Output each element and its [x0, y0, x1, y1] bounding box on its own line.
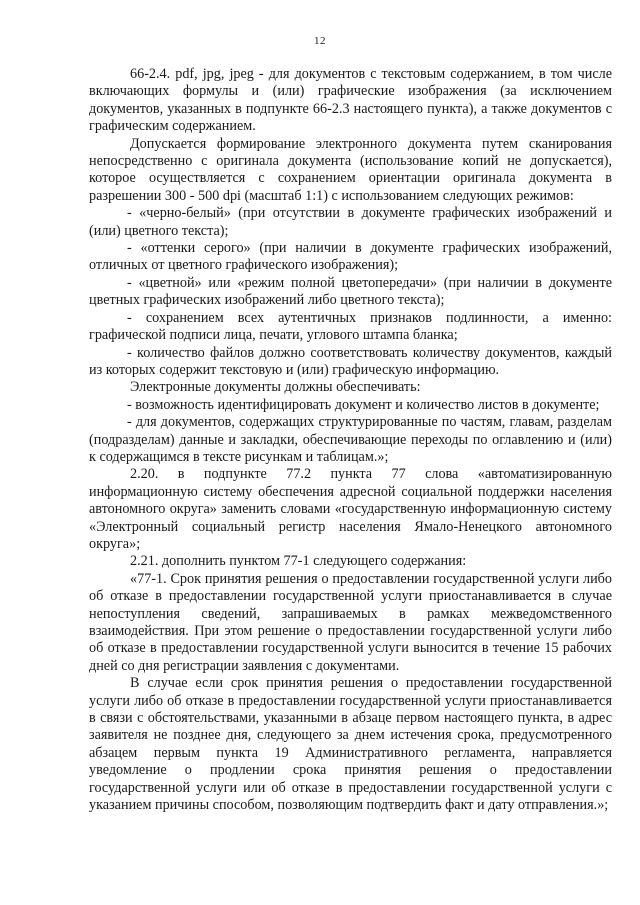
page-number: 12 — [314, 35, 326, 47]
list-item-authenticity: - сохранением всех аутентичных признаков подлинности, а именно: графической подписи лица, печати, углового штампа бланка; — [89, 309, 612, 344]
paragraph-requirements: Электронные документы должны обеспечивать: — [130, 379, 421, 396]
paragraph-suspension: В случае если срок принятия решения о предоставлении государственной услуги либо об отказе в предоставлении государственной услуги приостанавливается в связи с обстоятельствами, указанными в абзаце первом настоящего пункта, в адрес заявителя не позднее дня, следующего за днем истечения срока, предусмотренного абзацем первым пункта 19 Административного регламента, направляется уведомление о продлении срока принятия решения о предоставлении государственной услуги или об отказе в предоставлении государственной услуги с указанием причины способом, позволяющим подтвердить факт и дату отправления.»; — [89, 675, 612, 814]
list-item-structured: - для документов, содержащих структурированные по частям, главам, разделам (подразделам) данные и закладки, обеспечивающие переходы по оглавлению и (или) к содержащимся в тексте рисункам и таблицам.»; — [89, 414, 612, 465]
list-item-black-white: - «черно-белый» (при отсутствии в документе графических изображений и (или) цветного текста); — [89, 205, 612, 239]
paragraph-2-21: 2.21. дополнить пунктом 77-1 следующего содержания: — [130, 553, 467, 570]
list-item-identify: - возможность идентифицировать документ и количество листов в документе; — [127, 396, 600, 413]
document-body — [89, 66, 612, 814]
paragraph-66-2-4: 66-2.4. pdf, jpg, jpeg - для документов с текстовым содержанием, в том числе включающих формулы и (или) графические изображения (за исключением документов, указанных в подпункте 66-2.3 настоящего пункта), а также документов с графическим содержанием. — [89, 66, 612, 135]
list-item-file-count: - количество файлов должно соответствовать количеству документов, каждый из которых содержит текстовую и (или) графическую информацию. — [89, 344, 612, 378]
paragraph-2-20: 2.20. в подпункте 77.2 пункта 77 слова «автоматизированную информационную систему обеспечения адресной социальной поддержки населения автономного округа» заменить словами «государственную информационную систему «Электронный социальный регистр населения Ямало-Ненецкого автономного округа»; — [89, 466, 612, 552]
list-item-grayscale: - «оттенки серого» (при наличии в документе графических изображений, отличных от цветного графического изображения); — [89, 240, 612, 274]
paragraph-scanning: Допускается формирование электронного документа путем сканирования непосредственно с оригинала документа (использование копий не допускается), которое осуществляется с сохранением ориентации оригинала документа в разрешении 300 - 500 dpi (масштаб 1:1) с использованием следующих режимов: — [89, 135, 612, 204]
paragraph-77-1: «77-1. Срок принятия решения о предоставлении государственной услуги либо об отказе в предоставлении государственной услуги приостанавливается в случае непоступления сведений, запрашиваемых в рамках межведомственного взаимодействия. При этом решение о предоставлении государственной услуги либо об отказе в предоставлении государственной услуги выносится в течение 15 рабочих дней со дня регистрации заявления с документами. — [89, 570, 612, 674]
list-item-color: - «цветной» или «режим полной цветопередачи» (при наличии в документе цветных графических изображений либо цветного текста); — [89, 274, 612, 309]
